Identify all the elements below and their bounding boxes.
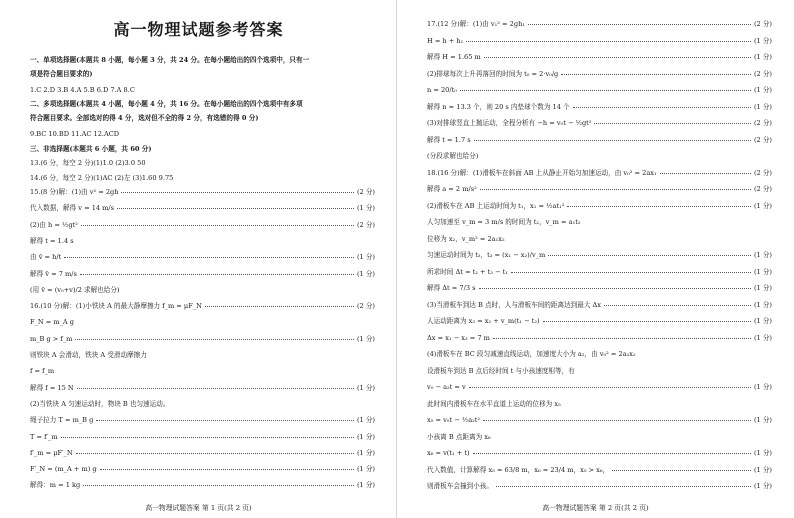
- answer-step: 解得 t = 1.7 s: [427, 135, 471, 144]
- answer-row: [427, 120, 772, 127]
- score-points: (1 分): [753, 383, 772, 391]
- answer-step: 解得 a = 2 m/s²: [427, 185, 477, 193]
- answer-step: 解得 v̄ = 7 m/s: [30, 269, 77, 278]
- answer-line: 13.(6 分，每空 2 分)(1)1.0 (2)3.0 50: [30, 159, 146, 167]
- answer-step: Δx = x₁ − x₃ = 7 m: [427, 333, 490, 342]
- answer-step: 匀速运动时间为 t₃，t₃ = (x₁ − x₂)/v_m: [427, 251, 546, 259]
- answer-step: 小孩离 B 点距离为 x₆: [427, 432, 491, 441]
- answer-row: [30, 434, 375, 441]
- answer-row: [427, 302, 772, 309]
- leader-dots: [483, 420, 751, 421]
- answer-step: f′_m = μF′_N: [30, 448, 73, 457]
- answer-line: 1.C 2.D 3.B 4.A 5.B 6.D 7.A 8.C: [30, 86, 135, 94]
- leader-dots: [548, 255, 751, 256]
- leader-dots: [117, 208, 354, 209]
- leader-dots: [474, 140, 751, 141]
- score-points: (2 分): [753, 185, 772, 193]
- score-points: (1 分): [356, 465, 375, 474]
- answer-step: 人运动距离为 x₃ = x₂ + v_m(t₁ − t₂): [427, 317, 540, 325]
- score-points: (1 分): [753, 416, 772, 424]
- answer-line: 项是符合题目要求的): [30, 70, 93, 78]
- answer-row: [30, 254, 375, 261]
- score-points: (1 分): [753, 86, 772, 94]
- answer-row: [30, 482, 375, 489]
- answer-row: [427, 368, 772, 375]
- leader-dots: [205, 306, 354, 307]
- leader-dots: [96, 420, 354, 421]
- answer-row: [427, 54, 772, 61]
- answer-step: (2)由 h = ½gt²: [30, 220, 78, 229]
- answer-row: [427, 104, 772, 111]
- answer-row: [427, 21, 772, 28]
- answer-row: [427, 170, 772, 177]
- answer-row: [427, 417, 772, 424]
- answer-step: 解得 n ≈ 13.3 个，则 20 s 内垫球个数为 14 个: [427, 102, 570, 111]
- answer-row: [30, 238, 375, 245]
- score-points: (1 分): [753, 201, 772, 210]
- answer-step: H = h + h₁: [427, 36, 464, 45]
- score-points: (2 分): [753, 20, 772, 28]
- answer-row: [30, 271, 375, 278]
- answer-step: 设滑板车到达 B 点后经时间 t 与小孩速度相等，有: [427, 366, 575, 375]
- score-points: (1 分): [753, 53, 772, 61]
- answer-step: 解得 f = 15 N: [30, 383, 74, 392]
- answer-row: [427, 186, 772, 193]
- leader-dots: [493, 338, 751, 339]
- answer-step: m_B g > f_m: [30, 334, 73, 343]
- answer-row: [427, 434, 772, 441]
- score-points: (1 分): [753, 317, 772, 325]
- answer-step: 绳子拉力 T = m_B g: [30, 416, 94, 425]
- answer-row: [427, 269, 772, 276]
- answer-row: [30, 417, 375, 424]
- score-points: (2 分): [753, 135, 772, 144]
- page-title: 高一物理试题参考答案: [113, 20, 284, 39]
- answer-step: (用 v̄ = (v₀+v)/2 求解也给分): [30, 285, 120, 294]
- score-points: (1 分): [753, 284, 772, 292]
- answer-row: [30, 319, 375, 326]
- leader-dots: [528, 24, 751, 25]
- answer-row: [427, 137, 772, 144]
- answer-row: [427, 71, 772, 78]
- answer-row: [30, 450, 375, 457]
- answer-page-2: [397, 0, 794, 518]
- score-points: (1 分): [356, 204, 375, 213]
- answer-step: 则滑板车会撞到小孩。: [427, 482, 493, 490]
- answer-row: [427, 351, 772, 358]
- answer-step: 解得：m = 1 kg: [30, 481, 81, 490]
- leader-dots: [612, 470, 751, 471]
- answer-step: 18.(16 分)解：(1)滑板车在斜面 AB 上从静止开始匀加速运动，由 v₀² = 2ax₁: [427, 168, 657, 177]
- leader-dots: [100, 469, 354, 470]
- answer-step: (3)对排球竖直上抛运动，全程分析有 −h = v₀t − ½gt²: [427, 119, 592, 127]
- score-points: (1 分): [753, 300, 772, 309]
- answer-row: [30, 189, 375, 196]
- score-points: (2 分): [753, 168, 772, 177]
- score-points: (1 分): [753, 482, 772, 490]
- answer-step: (分段求解也给分): [427, 152, 479, 160]
- answer-row: [30, 287, 375, 294]
- answer-line: 9.BC 10.BD 11.AC 12.ACD: [30, 130, 120, 138]
- answer-row: [427, 450, 772, 457]
- leader-dots: [543, 321, 751, 322]
- score-points: (2 分): [356, 302, 375, 311]
- score-points: (2 分): [753, 119, 772, 127]
- answer-row: [427, 38, 772, 45]
- answer-step: (4)滑板车在 BC 段匀减速直线运动，加速度大小为 a₂，由 v₀² = 2a₂x₂: [427, 350, 636, 358]
- score-points: (1 分): [356, 432, 375, 441]
- answer-row: [427, 384, 772, 391]
- answer-row: [427, 219, 772, 226]
- leader-dots: [81, 225, 354, 226]
- answer-step: (3)当滑板车到达 B 点时，人与滑板车间的距离达到最大 Δx: [427, 300, 602, 309]
- answer-row: [427, 87, 772, 94]
- answer-row: [427, 401, 772, 408]
- leader-dots: [573, 107, 751, 108]
- answer-step: F_N = m_A g: [30, 318, 74, 327]
- answer-step: 人匀加速至 v_m = 3 m/s 的时间为 t₂，v_m = a₁t₂: [427, 218, 581, 226]
- answer-step: 位移为 x₂，v_m² = 2a₁x₂: [427, 234, 505, 243]
- answer-step: 所求时间 Δt = t₂ + t₃ − t₁: [427, 267, 508, 276]
- answer-step: (2)滑板车在 AB 上运动时间为 t₁，x₁ = ½at₁²: [427, 201, 565, 210]
- leader-dots: [567, 206, 751, 207]
- score-points: (2 分): [753, 69, 772, 78]
- score-points: (1 分): [753, 102, 772, 111]
- score-points: (1 分): [753, 465, 772, 474]
- answer-step: 解得 t = 1.4 s: [30, 236, 74, 245]
- answer-row: [30, 385, 375, 392]
- answer-row: [30, 205, 375, 212]
- leader-dots: [660, 173, 751, 174]
- answer-row: [30, 466, 375, 473]
- answer-row: [427, 335, 772, 342]
- page-footer-2: 高一物理试题答案 第 2 页(共 2 页): [542, 504, 649, 512]
- leader-dots: [480, 189, 751, 190]
- answer-row: [427, 285, 772, 292]
- score-points: (1 分): [753, 449, 772, 457]
- leader-dots: [80, 274, 354, 275]
- leader-dots: [561, 74, 751, 75]
- answer-row: [427, 483, 772, 490]
- leader-dots: [479, 288, 751, 289]
- answer-step: 解得 Δt = 7/3 s: [427, 284, 476, 292]
- score-points: (2 分): [356, 220, 375, 229]
- leader-dots: [594, 123, 750, 124]
- leader-dots: [76, 453, 354, 454]
- answer-row: [427, 153, 772, 160]
- answer-line: 二、多项选择题(本题共 4 小题，每小题 4 分，共 16 分。在每小题给出的四个选项中有多项: [30, 100, 303, 108]
- answer-row: [30, 352, 375, 359]
- answer-step: 代入数值，计算解得 x₅ = 63/8 m，x₆ = 23/4 m，x₅ > x₆，: [427, 465, 610, 474]
- leader-dots: [75, 339, 354, 340]
- answer-step: x₅ = v₀t − ½a₂t²: [427, 416, 481, 424]
- page-footer-1: 高一物理试题答案 第 1 页(共 2 页): [145, 504, 252, 512]
- answer-step: 代入数据，解得 v = 14 m/s: [30, 204, 115, 213]
- score-points: (1 分): [356, 253, 375, 262]
- answer-row: [30, 368, 375, 375]
- answer-step: n = 20/t₀: [427, 86, 457, 94]
- leader-dots: [473, 453, 751, 454]
- leader-dots: [466, 41, 751, 42]
- leader-dots: [61, 437, 354, 438]
- score-points: (1 分): [356, 481, 375, 490]
- answer-line: 14.(6 分，每空 2 分)(1)AC (2)左 (3)1.60 9.75: [30, 174, 174, 182]
- score-points: (1 分): [356, 269, 375, 278]
- leader-dots: [83, 485, 354, 486]
- score-points: (1 分): [356, 448, 375, 457]
- answer-step: (2)排球每次上升再落回的时间为 t₀ = 2·v₀/g: [427, 69, 559, 78]
- answer-step: f = f_m: [30, 367, 55, 376]
- answer-row: [427, 203, 772, 210]
- score-points: (1 分): [753, 251, 772, 259]
- score-points: (1 分): [356, 334, 375, 343]
- answer-row: [30, 401, 375, 408]
- score-points: (2 分): [356, 188, 375, 196]
- score-points: (1 分): [356, 416, 375, 425]
- leader-dots: [77, 388, 354, 389]
- leader-dots: [460, 90, 751, 91]
- answer-line: 一、单项选择题(本题共 8 小题，每小题 3 分，共 24 分。在每小题给出的四个选项中，只有一: [30, 56, 310, 64]
- answer-step: 此时间内滑板车在水平直道上运动的位移为 x₅: [427, 399, 561, 408]
- answer-step: 17.(12 分)解：(1)由 v₁² = 2gh₁: [427, 20, 525, 28]
- answer-step: 由 v̄ = h/t: [30, 253, 62, 262]
- answer-step: 则铁块 A 会滑动，铁块 A 受滑动摩擦力: [30, 351, 147, 359]
- leader-dots: [469, 387, 751, 388]
- score-points: (1 分): [753, 36, 772, 45]
- leader-dots: [64, 257, 354, 258]
- answer-row: [427, 236, 772, 243]
- score-points: (1 分): [753, 333, 772, 342]
- score-points: (1 分): [753, 267, 772, 276]
- answer-step: 15.(8 分)解：(1)由 v² = 2gh: [30, 188, 119, 196]
- answer-row: [30, 336, 375, 343]
- answer-line: 三、非选择题(本题共 6 小题，共 60 分): [30, 145, 152, 153]
- leader-dots: [511, 272, 751, 273]
- answer-step: v₀ − a₂t = v: [427, 383, 466, 391]
- leader-dots: [121, 192, 353, 193]
- answer-step: T = f′_m: [30, 432, 58, 441]
- leader-dots: [484, 57, 751, 58]
- answer-step: x₆ = v(t₁ + t): [427, 449, 470, 457]
- score-points: (1 分): [356, 383, 375, 392]
- leader-dots: [496, 486, 751, 487]
- leader-dots: [604, 305, 751, 306]
- answer-step: F′_N = (m_A + m) g: [30, 465, 97, 474]
- answer-row: [427, 252, 772, 259]
- answer-line: 符合题目要求。全部选对的得 4 分，选对但不全的得 2 分，有选错的得 0 分): [30, 114, 259, 122]
- answer-step: 解得 H = 1.65 m: [427, 53, 481, 61]
- answer-step: (2)当铁块 A 匀速运动时，物块 B 也匀速运动。: [30, 399, 170, 408]
- answer-row: [30, 222, 375, 229]
- answer-step: 16.(10 分)解：(1)小铁块 A 的最大静摩擦力 f_m = μF_N: [30, 302, 202, 311]
- answer-row: [427, 318, 772, 325]
- answer-row: [30, 303, 375, 310]
- answer-row: [427, 467, 772, 474]
